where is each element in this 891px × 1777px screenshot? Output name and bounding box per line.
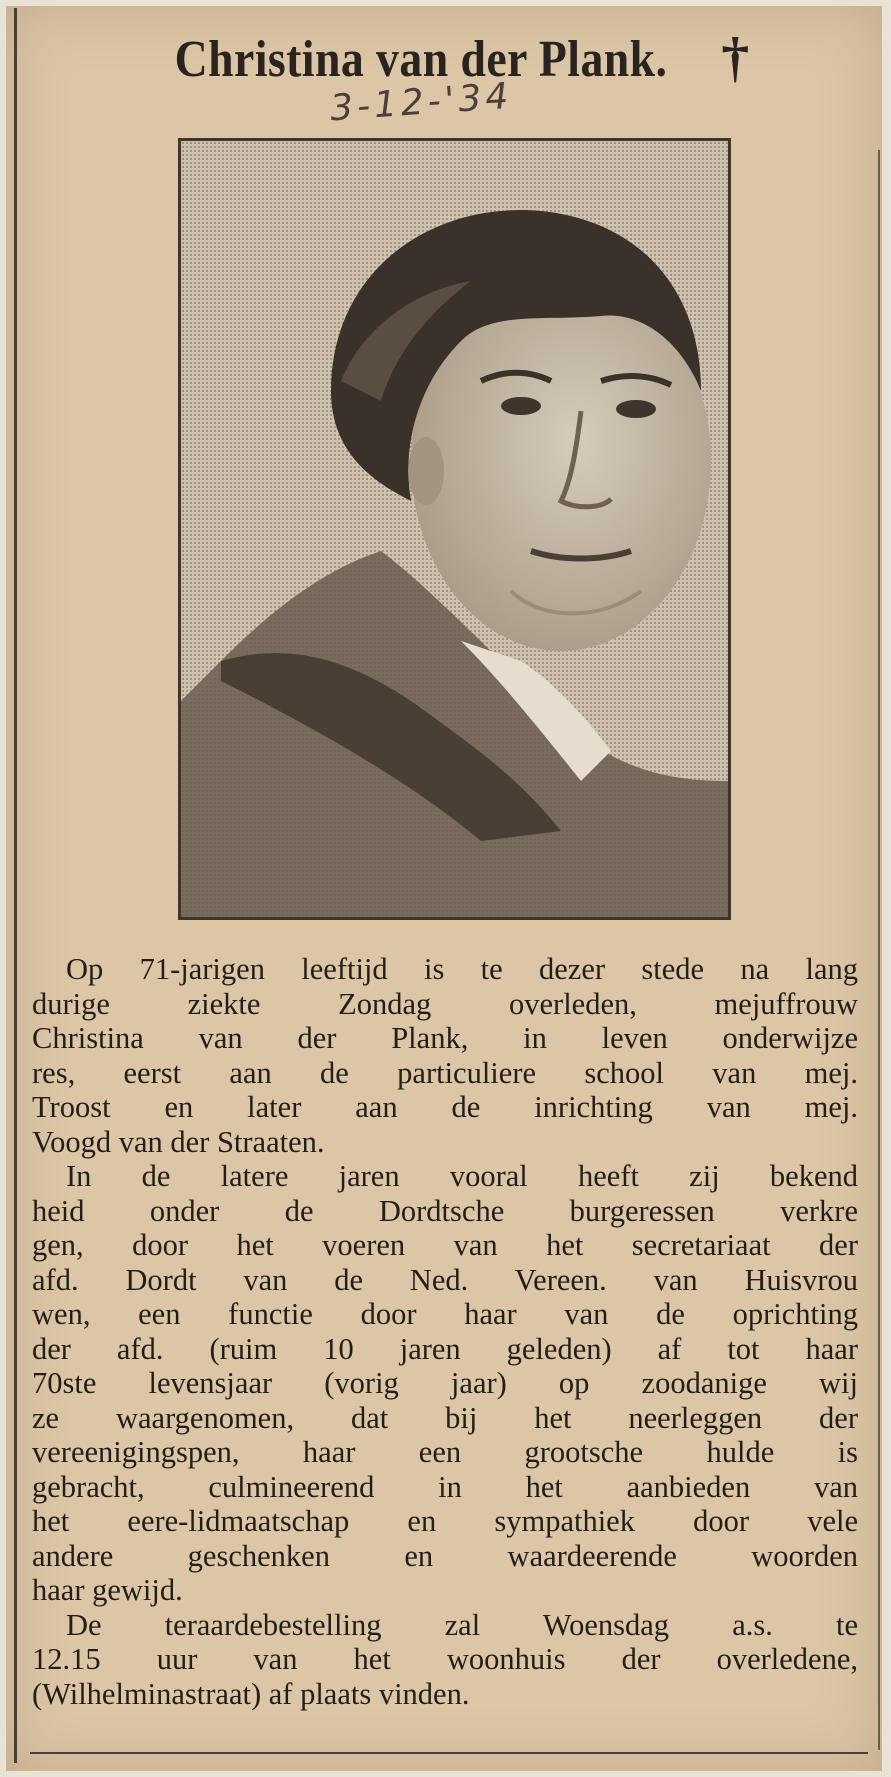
text-line: res, eerst aan de particuliere school van mej. [32, 1055, 858, 1090]
bottom-rule [30, 1752, 868, 1754]
text-line: Voogd van der Straaten. [32, 1124, 325, 1159]
text-line: afd. Dordt van de Ned. Vereen. van Huisvrou [32, 1262, 858, 1297]
obituary-text [32, 952, 858, 1711]
portrait-photo [178, 138, 731, 920]
text-line: gebracht, culmineerend in het aanbieden van [32, 1469, 858, 1504]
text-line: 12.15 uur van het woonhuis der overledene, [32, 1642, 858, 1676]
text-line: Troost en later aan de inrichting van mej. [32, 1090, 858, 1124]
text-line: heid onder de Dordtsche burgeressen verkre [32, 1193, 858, 1228]
paragraph-3 [32, 1608, 858, 1712]
text-line: haar gewijd. [32, 1573, 183, 1607]
paragraph-1 [32, 952, 858, 1159]
text-line: (Wilhelminastraat) af plaats vinden. [32, 1676, 470, 1711]
paragraph-2 [32, 1159, 858, 1608]
text-line: In de latere jaren vooral heeft zij bekend [66, 1159, 858, 1193]
text-line: ze waargenomen, dat bij het neerleggen der [32, 1400, 858, 1435]
text-line: 70ste levensjaar (vorig jaar) op zoodanige wij [32, 1366, 858, 1400]
text-line: vereenigingspen, haar een grootsche hulde is [32, 1435, 858, 1469]
text-line: durige ziekte Zondag overleden, mejuffrouw [32, 986, 858, 1021]
title-name: Christina van der Plank. [174, 31, 668, 88]
text-line: Op 71-jarigen leeftijd is te dezer stede na lang [66, 952, 858, 986]
portrait-illustration [181, 141, 728, 917]
cross-mark: † [721, 27, 750, 89]
text-line: De teraardebestelling zal Woensdag a.s. te [66, 1607, 858, 1642]
text-line: gen, door het voeren van het secretariaat der [32, 1228, 858, 1262]
column-rule-left [14, 8, 17, 1763]
text-line: andere geschenken en waardeerende woorden [32, 1538, 858, 1573]
text-line: Christina van der Plank, in leven onderwijze [32, 1021, 858, 1055]
column-rule-right [878, 150, 880, 1750]
handwritten-date: 3-12-'34 [328, 75, 514, 130]
text-line: der afd. (ruim 10 jaren geleden) af tot haar [32, 1331, 858, 1366]
text-line: wen, een functie door haar van de oprichting [32, 1297, 858, 1331]
text-line: het eere-lidmaatschap en sympathiek door vele [32, 1504, 858, 1538]
